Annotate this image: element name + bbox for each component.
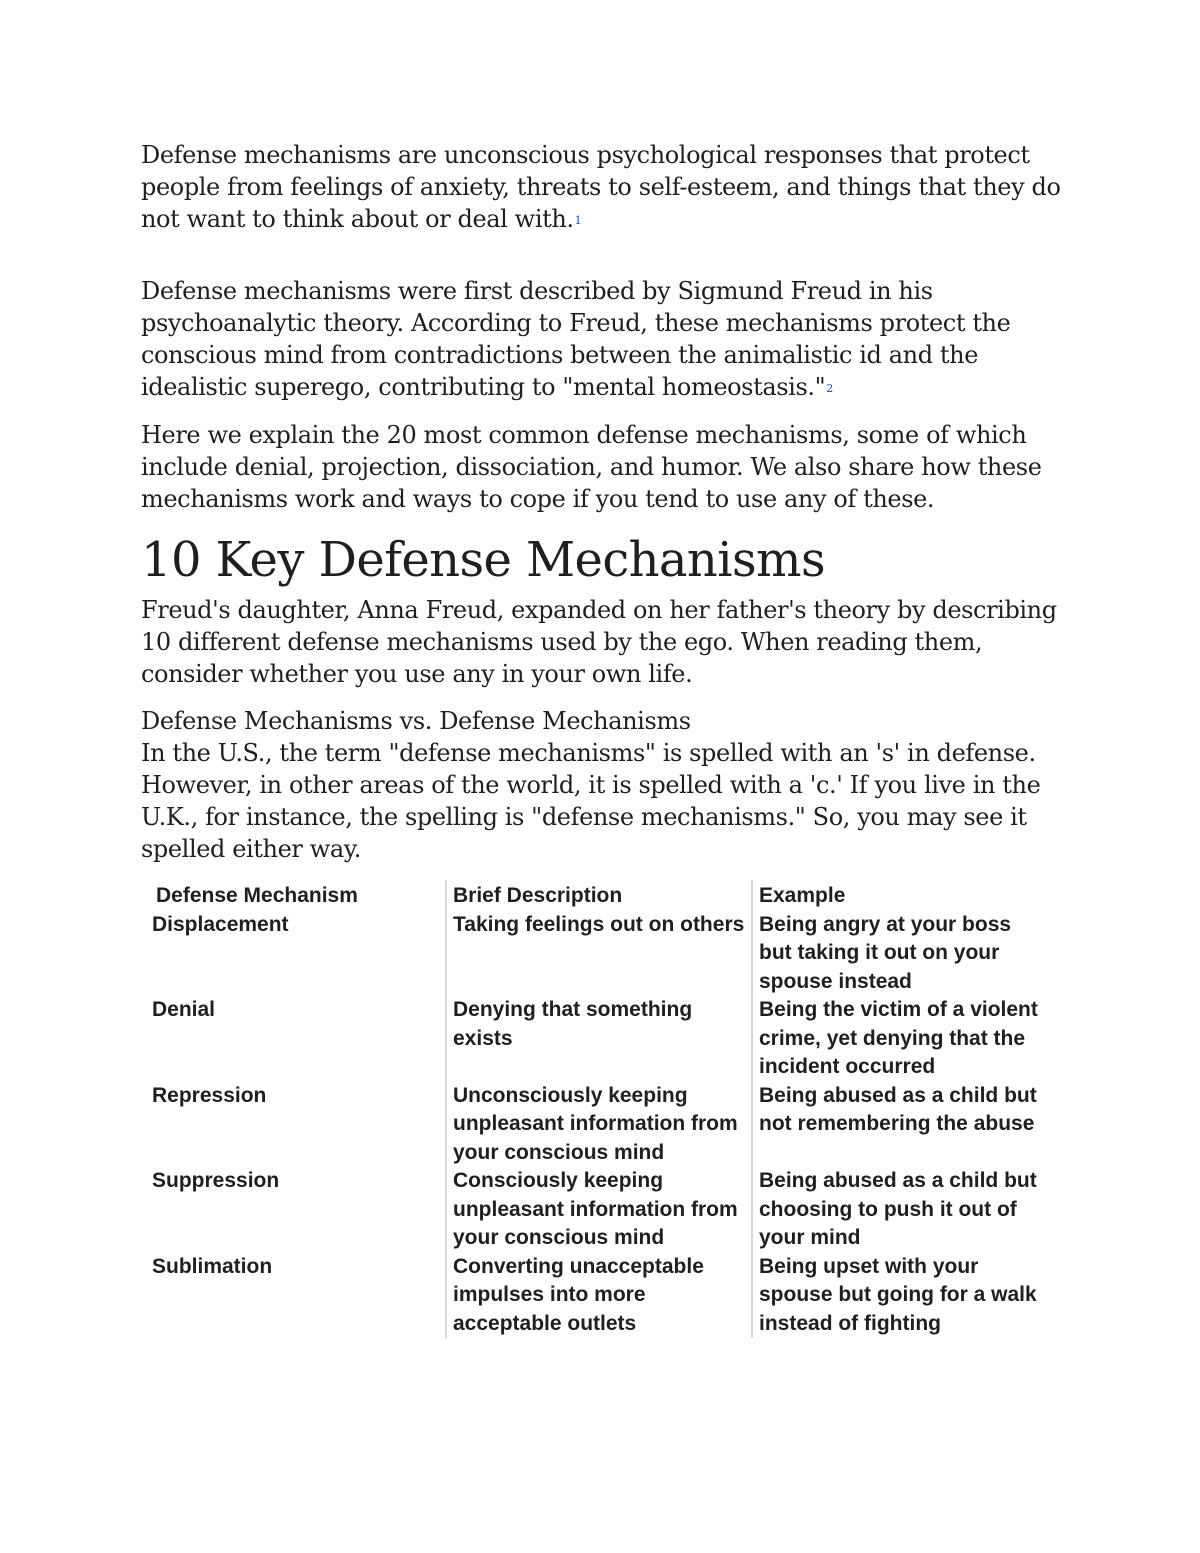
table-row (146, 996, 1052, 1082)
footnote-ref-1[interactable]: 1 (574, 214, 582, 227)
mechanism-cell: Displacement (152, 912, 289, 936)
description-cell: Taking feelings out on others (446, 911, 752, 997)
description-cell: Denying that something exists (446, 996, 752, 1082)
defense-mechanisms-table (146, 880, 1052, 1338)
intro-paragraph-1-text: Defense mechanisms are unconscious psychological responses that protect people from feelings of anxiety, threats to self-esteem, and things that they do not want to think about or deal with. (141, 141, 1061, 233)
example-cell: Being upset with your spouse but going for a walk instead of fighting (752, 1253, 1052, 1339)
mechanism-cell: Denial (152, 998, 216, 1021)
mechanism-cell: Repression (152, 1083, 267, 1107)
example-cell: Being abused as a child but not remembering the abuse (752, 1082, 1052, 1168)
example-cell: Being the victim of a violent crime, yet denying that the incident occurred (752, 996, 1052, 1082)
description-cell: Unconsciously keeping unpleasant information from your conscious mind (446, 1082, 752, 1168)
table-row (146, 1167, 1052, 1253)
intro-paragraph-1 (141, 139, 1081, 235)
example-cell: Being angry at your boss but taking it out on your spouse instead (752, 911, 1052, 997)
mechanism-cell: Sublimation (152, 1254, 273, 1278)
section-paragraph: Freud's daughter, Anna Freud, expanded on her father's theory by describing 10 different defense mechanisms used by the ego. When reading them, consider whether you use any in your own life. (141, 596, 1057, 688)
header-brief-description: Brief Description (446, 880, 752, 911)
footnote-ref-2[interactable]: 2 (826, 382, 833, 395)
intro-paragraph-3: Here we explain the 20 most common defense mechanisms, some of which include denial, projection, dissociation, and humor. We also share how these mechanisms work and ways to cope if you tend to use any of these. (141, 421, 1042, 513)
header-defense-mechanism: Defense Mechanism (156, 884, 358, 907)
description-cell: Converting unacceptable impulses into more acceptable outlets (446, 1253, 752, 1339)
description-cell: Consciously keeping unpleasant information from your conscious mind (446, 1167, 752, 1253)
example-cell: Being abused as a child but choosing to push it out of your mind (752, 1167, 1052, 1253)
section-heading: 10 Key Defense Mechanisms (141, 532, 825, 588)
mechanism-cell: Suppression (152, 1169, 280, 1192)
intro-paragraph-2 (141, 275, 1081, 403)
header-example: Example (752, 880, 1052, 911)
table-header-row (146, 880, 1052, 911)
note-title: Defense Mechanisms vs. Defense Mechanisms (141, 707, 691, 735)
intro-paragraph-2-text: Defense mechanisms were first described by Sigmund Freud in his psychoanalytic theory. According to Freud, these mechanisms protect the conscious mind from contradictions between the animalistic id and the idealistic superego, contributing to "mental homeostasis." (141, 277, 1011, 401)
table-row (146, 1253, 1052, 1339)
table-row (146, 911, 1052, 997)
note-body: In the U.S., the term "defense mechanisms" is spelled with an 's' in defense. However, in other areas of the world, it is spelled with a 'c.' If you live in the U.K., for instance, the spelling is "defense mechanisms." So, you may see it spelled either way. (141, 739, 1041, 863)
table-row (146, 1082, 1052, 1168)
